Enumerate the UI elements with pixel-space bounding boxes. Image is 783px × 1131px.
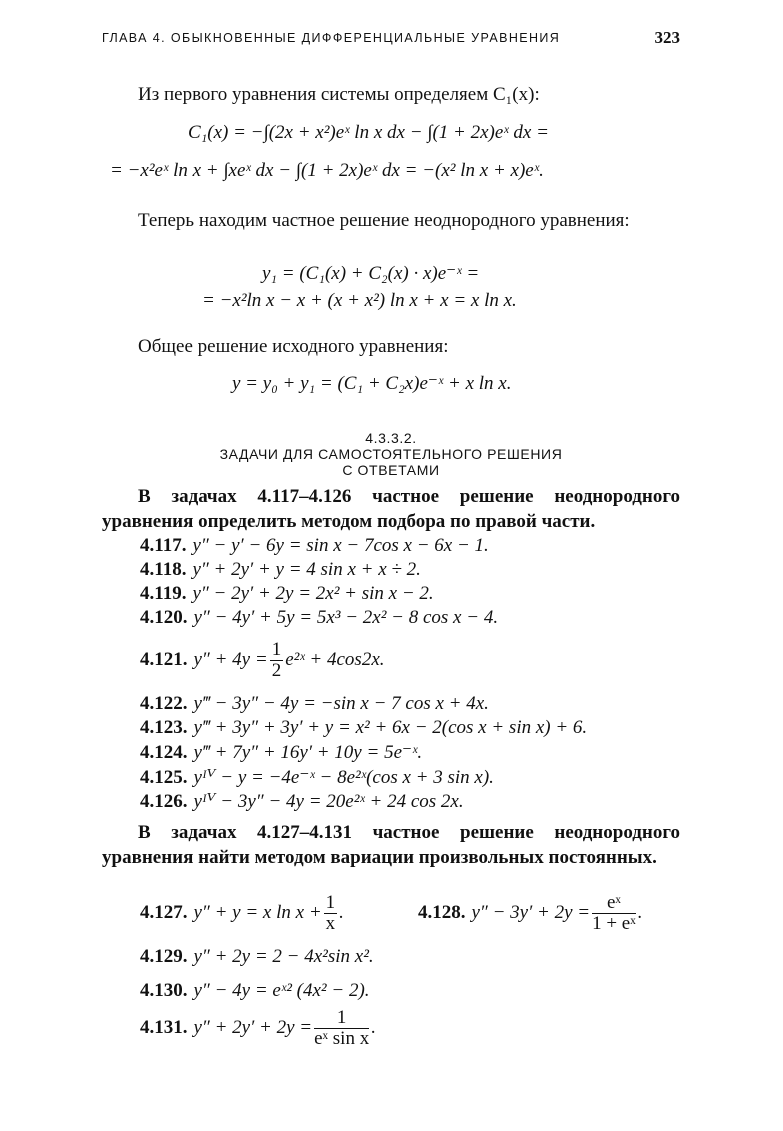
problem-number: 4.122. [140, 693, 188, 714]
problem-4-120 [140, 607, 498, 629]
problem-4-122 [140, 693, 489, 715]
problem-4-130 [140, 980, 370, 1002]
general-solution-paragraph: Общее решение исходного уравнения: [138, 336, 449, 357]
problem-4-126 [140, 790, 464, 813]
problem-expression-right: . [637, 901, 643, 923]
page-number: 323 [654, 28, 680, 47]
fraction [270, 640, 284, 681]
equation-general-solution: y = y₀ + y₁ = (C₁ + C₂x)e⁻ˣ + x ln x. [232, 373, 512, 394]
problem-expression-left: y″ − 3y′ + 2y = [471, 901, 591, 923]
equation-y1-line1: y₁ = (C₁(x) + C₂(x) · x)e⁻ˣ = [262, 263, 480, 284]
problem-expression: y″ − y′ − 6y = sin x − 7cos x − 6x − 1. [192, 535, 489, 556]
problem-number: 4.121. [140, 648, 188, 670]
fraction-numerator: 1 [314, 1008, 369, 1029]
problem-number: 4.124. [140, 742, 188, 763]
problem-expression: y‴ − 3y″ − 4y = −sin x − 7 cos x + 4x. [193, 693, 489, 714]
fraction [314, 1008, 369, 1049]
problem-number: 4.125. [140, 767, 188, 788]
fraction [324, 893, 338, 934]
problem-expression-left: y″ + 4y = [193, 648, 268, 670]
problem-4-128 [418, 893, 642, 934]
task-instructions-2: В задачах 4.127–4.131 частное решение неоднородного уравнения найти методом вариации произвольных постоянных. [102, 822, 680, 868]
problem-number: 4.120. [140, 607, 188, 628]
particular-solution-paragraph: Теперь находим частное решение неоднородного уравнения: [138, 210, 630, 231]
problem-4-121 [140, 640, 385, 681]
problem-expression: y″ − 4y = eˣ² (4x² − 2). [193, 980, 370, 1001]
problem-number: 4.118. [140, 559, 187, 580]
problem-number: 4.129. [140, 946, 188, 967]
problem-expression-left: y″ + 2y′ + 2y = [193, 1016, 313, 1038]
problem-expression-right: . [339, 901, 344, 923]
problem-number: 4.119. [140, 583, 187, 604]
problem-4-124 [140, 741, 422, 764]
problem-expression: y″ − 4y′ + 5y = 5x³ − 2x² − 8 cos x − 4. [193, 607, 499, 628]
fraction-denominator: x [325, 913, 336, 934]
section-number: 4.3.3.2. [365, 430, 417, 446]
problem-expression: y″ + 2y = 2 − 4x²sin x². [193, 946, 374, 967]
task-instructions-1: В задачах 4.117–4.126 частное решение неоднородного уравнения определить методом подбора по правой части. [102, 486, 680, 532]
problem-number: 4.127. [140, 901, 188, 923]
problem-expression: y‴ + 7y″ + 16y′ + 10y = 5e⁻ˣ. [193, 742, 423, 763]
running-header [102, 28, 680, 50]
equation-c1-line2: = −x²eˣ ln x + ∫xeˣ dx − ∫(1 + 2x)eˣ dx = −(x² ln x + x)eˣ. [110, 160, 544, 181]
problem-expression-left: y″ + y = x ln x + [193, 901, 322, 923]
problem-4-117 [140, 535, 489, 557]
section-title-line2: С ОТВЕТАМИ [342, 462, 440, 478]
fraction-numerator: 1 [325, 892, 336, 913]
intro-paragraph: Из первого уравнения системы определяем C₁(x): [138, 84, 540, 105]
equation-c1-line1: C₁(x) = −∫(2x + x²)eˣ ln x dx − ∫(1 + 2x)eˣ dx = [188, 122, 549, 143]
problem-expression: yᴵⱽ − y = −4e⁻ˣ − 8e²ˣ(cos x + 3 sin x). [193, 767, 494, 788]
equation-y1-line2: = −x²ln x − x + (x + x²) ln x + x = x ln x. [202, 290, 517, 311]
chapter-title: ГЛАВА 4. ОБЫКНОВЕННЫЕ ДИФФЕРЕНЦИАЛЬНЫЕ УРАВНЕНИЯ [102, 31, 561, 45]
problem-4-131 [140, 1008, 376, 1049]
problem-4-129 [140, 946, 374, 968]
problem-4-123 [140, 717, 587, 739]
problem-number: 4.126. [140, 791, 188, 812]
problem-4-119 [140, 583, 434, 605]
problem-expression-right: . [371, 1016, 376, 1038]
fraction-numerator: eˣ [592, 893, 636, 914]
fraction-denominator: eˣ sin x [314, 1028, 370, 1049]
problem-number: 4.123. [140, 717, 188, 738]
problem-expression: y″ + 2y′ + y = 4 sin x + x ÷ 2. [192, 559, 421, 580]
problem-4-127 [140, 893, 344, 934]
problem-4-118 [140, 559, 421, 581]
problem-number: 4.128. [418, 901, 466, 923]
fraction-denominator: 2 [271, 660, 282, 681]
problem-number: 4.117. [140, 535, 187, 556]
section-title-line1: ЗАДАЧИ ДЛЯ САМОСТОЯТЕЛЬНОГО РЕШЕНИЯ [219, 446, 563, 462]
fraction-denominator: 1 + eˣ [592, 913, 636, 934]
problem-expression-right: e²ˣ + 4cos2x. [285, 648, 385, 670]
problem-number: 4.130. [140, 980, 188, 1001]
problem-number: 4.131. [140, 1016, 188, 1038]
problem-expression: yᴵⱽ − 3y″ − 4y = 20e²ˣ + 24 cos 2x. [193, 791, 464, 812]
problem-expression: y″ − 2y′ + 2y = 2x² + sin x − 2. [192, 583, 434, 604]
fraction [592, 893, 636, 934]
fraction-numerator: 1 [271, 639, 282, 660]
problem-4-125 [140, 766, 494, 789]
problem-expression: y‴ + 3y″ + 3y′ + y = x² + 6x − 2(cos x + sin x) + 6. [193, 717, 588, 738]
